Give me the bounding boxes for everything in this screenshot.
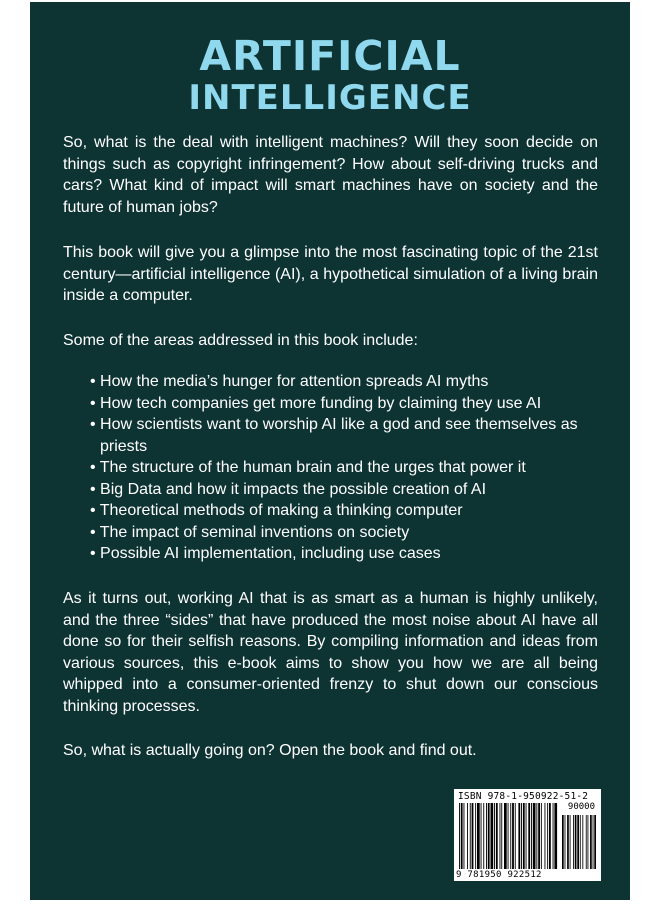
barcode-bar [486,803,487,869]
barcode-bar [488,803,490,869]
list-item: • Big Data and how it impacts the possible creation of AI [90,480,487,498]
barcode-bar [508,803,509,869]
barcode-bar [472,803,474,869]
barcode-bar [467,803,468,869]
barcode-bar [512,803,514,869]
barcode-bar [575,815,577,869]
isbn-label: ISBN 978-1-950922-51-2 [458,791,589,802]
barcode-bar [567,815,569,869]
barcode-bar [549,803,551,869]
barcode-bar [594,815,596,869]
topics-list [90,371,610,565]
barcode-bar [515,803,516,869]
list-item: • Theoretical methods of making a thinking computer [90,502,463,519]
barcode-bar [562,815,564,869]
barcode-bar [526,803,527,869]
barcode-bar [531,803,532,869]
barcode-bar [533,803,536,869]
list-item: • Possible AI implementation, including use cases [90,545,441,562]
list-item: • How tech companies get more funding by claiming they use AI [90,394,542,412]
barcode-bar [580,815,581,869]
barcode-bar [494,803,495,869]
barcode-bar [518,803,520,869]
barcode-bar [536,803,537,869]
barcode-bar [464,803,465,869]
list-item: • How the media’s hunger for attention spreads AI myths [90,373,489,390]
barcode-bar [541,803,542,869]
list-item: • The structure of the human brain and the urges that power it [90,459,526,476]
barcode-bar [523,803,525,869]
barcode-bar [538,803,540,869]
conclusion-paragraph: As it turns out, working AI that is as smart as a human is highly unlikely, and the three “sides” that have produced the most noise about AI have all done so for their selfish reasons. By compiling information and ideas from various sources, this e-book aims to show you how we are all being whipped into a consumer-oriented frenzy to shut down our conscious thinking processes. [63,590,598,715]
barcode-bar [582,815,583,869]
barcode-bar [461,803,463,869]
barcode-bar [510,803,511,869]
barcode-bar [477,803,480,869]
barcode-digits: 9 781950 922512 [456,870,542,880]
barcode-bar [593,815,594,869]
barcode-bar [504,803,507,869]
barcode-bar [500,803,501,869]
barcode-bar [496,803,498,869]
barcode-bar [554,803,557,869]
barcode-bar [521,803,522,869]
barcode-bar [528,803,530,869]
barcode-bar [590,815,592,869]
closing-paragraph: So, what is actually going on? Open the book and find out. [63,742,477,759]
back-cover [30,2,630,900]
barcode-bar [545,803,546,869]
list-item: • The impact of seminal inventions on society [90,523,410,541]
topics-intro-paragraph: Some of the areas addressed in this book include: [63,332,418,349]
price-code: 90000 [567,802,595,812]
isbn-barcode [454,789,601,881]
list-item: • How scientists want to worship AI like a god and see themselves as priests [90,416,578,455]
description-paragraph: This book will give you a glimpse into the most fascinating topic of the 21st century—artificial intelligence (AI), a hypothetical simulation of a living brain inside a computer. [63,244,598,304]
barcode-bar [470,803,471,869]
barcode-bar [475,803,476,869]
barcode-bar [483,803,484,869]
barcode-bars [458,803,597,869]
title-line-1: ARTIFICIAL [199,32,461,80]
barcode-bar [459,803,460,869]
barcode-bar [565,815,566,869]
title-line-2: INTELLIGENCE [188,78,472,118]
barcode-bar [481,803,482,869]
barcode-bar [570,815,571,869]
barcode-bar [491,803,494,869]
barcode-bar [588,815,589,869]
barcode-bar [547,803,548,869]
intro-paragraph: So, what is the deal with intelligent machines? Will they soon decide on things such as copyright infringement? How about self-driving trucks and cars? What kind of impact will smart machines have on society and the future of human jobs? [63,134,598,216]
barcode-bar [501,803,502,869]
barcode-bar [553,803,554,869]
barcode-bar [573,815,574,869]
barcode-bar [586,815,587,869]
barcode-bar [577,815,579,869]
